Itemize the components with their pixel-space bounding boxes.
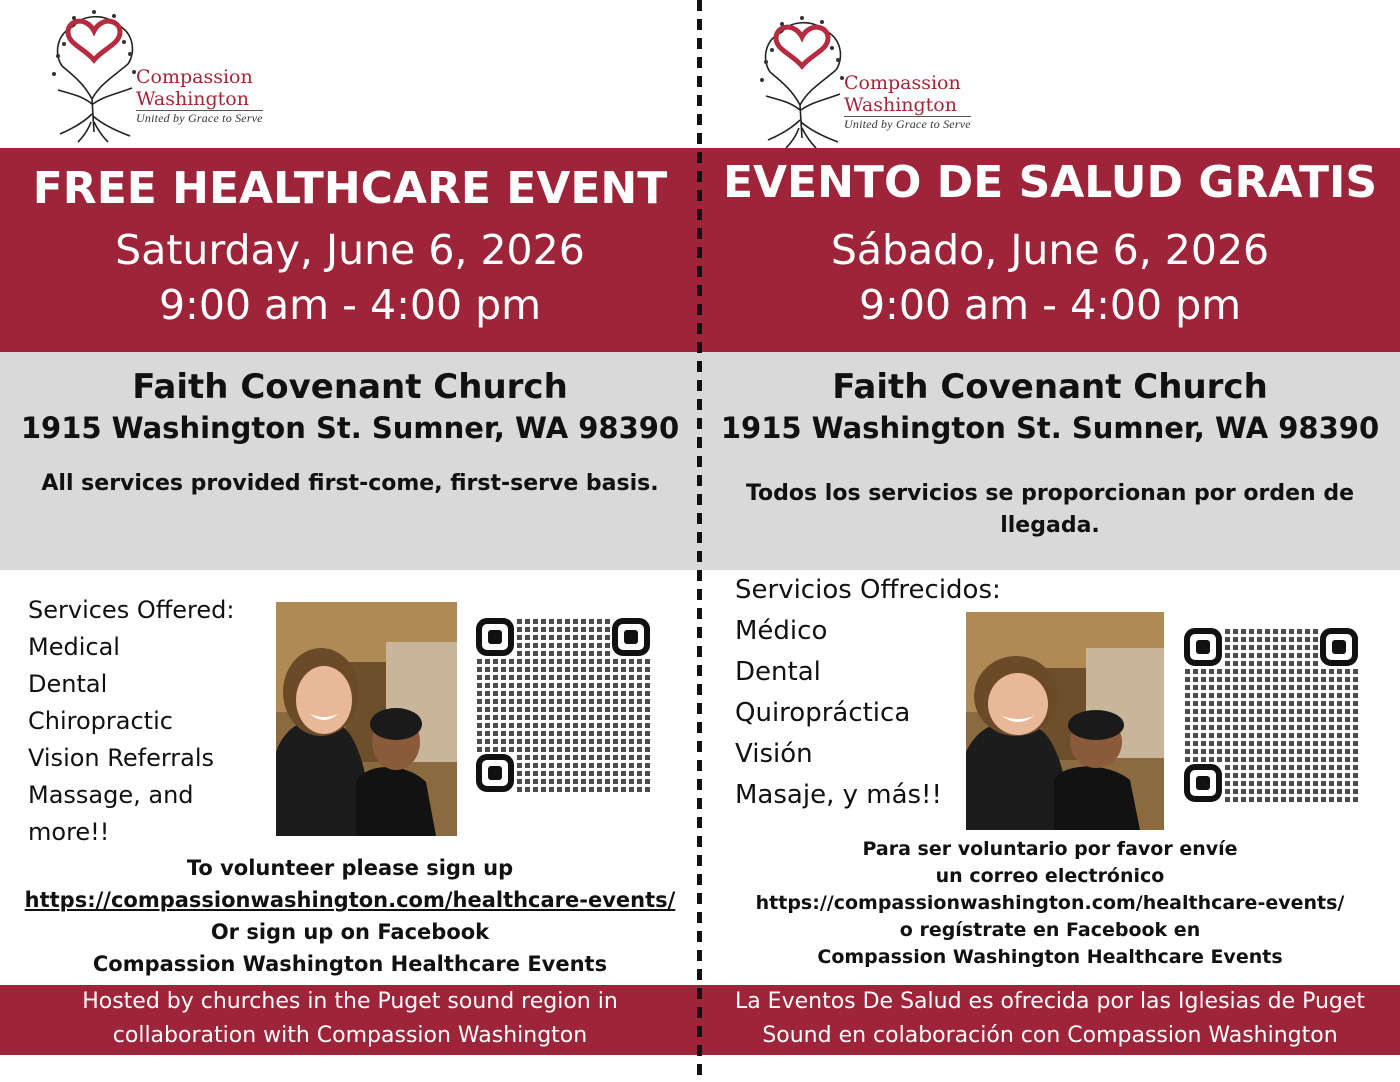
logo-name-line1: Compassion xyxy=(844,72,961,94)
volunteer-photo xyxy=(276,602,457,836)
event-time: 9:00 am - 4:00 pm xyxy=(858,281,1242,329)
services-heading: Servicios Offrecidos: xyxy=(735,575,1001,605)
footer-band xyxy=(0,985,700,1055)
service-item: Dental xyxy=(28,670,108,698)
footer-line2: Sound en colaboración con Compassion Washington xyxy=(762,1023,1338,1048)
facebook-page-name: Compassion Washington Healthcare Events xyxy=(817,946,1283,968)
volunteer-instruction: To volunteer please sign up xyxy=(186,856,514,880)
qr-code-icon xyxy=(1184,628,1358,802)
service-item: Visión xyxy=(735,739,813,769)
services-heading: Services Offered: xyxy=(28,596,235,624)
service-item: Masaje, y más!! xyxy=(735,780,942,810)
heart-tree-icon xyxy=(44,4,144,144)
logo-tagline: United by Grace to Serve xyxy=(844,117,971,131)
facebook-instruction: Or sign up on Facebook xyxy=(210,920,490,944)
qr-code[interactable] xyxy=(476,618,650,792)
spanish-flyer xyxy=(700,0,1400,1082)
service-basis-note: All services provided first-come, first-serve basis. xyxy=(41,471,659,496)
facebook-page-name: Compassion Washington Healthcare Events xyxy=(92,952,608,976)
volunteer-photo xyxy=(966,612,1164,830)
qr-code[interactable] xyxy=(1184,628,1358,802)
service-basis-note: Todos los servicios se proporcionan por orden de xyxy=(745,481,1355,506)
volunteer-info xyxy=(0,852,700,980)
compassion-washington-logo xyxy=(44,4,304,146)
logo-name-line2: Washington xyxy=(844,94,971,117)
event-time: 9:00 am - 4:00 pm xyxy=(158,281,542,329)
logo-tagline: United by Grace to Serve xyxy=(136,111,263,125)
services-list xyxy=(735,570,1001,816)
compassion-washington-logo xyxy=(752,10,1012,152)
heart-tree-icon xyxy=(752,10,852,150)
volunteer-instruction-cont: un correo electrónico xyxy=(935,865,1165,887)
service-item: Massage, and xyxy=(28,781,194,809)
service-item: Medical xyxy=(28,633,120,661)
service-item: Médico xyxy=(735,616,828,646)
facebook-instruction: o regístrate en Facebook en xyxy=(899,919,1201,941)
service-item: Quiropráctica xyxy=(735,698,911,728)
qr-code-icon xyxy=(476,618,650,792)
event-header-band xyxy=(0,148,700,352)
venue-address: 1915 Washington St. Sumner, WA 98390 xyxy=(20,411,680,445)
event-title: EVENTO DE SALUD GRATIS xyxy=(722,157,1378,208)
footer-line1: Hosted by churches in the Puget sound region in xyxy=(82,989,618,1014)
service-basis-note-cont: llegada. xyxy=(1000,513,1100,538)
dashed-divider xyxy=(697,0,702,1082)
service-item: more!! xyxy=(28,818,110,846)
venue-name: Faith Covenant Church xyxy=(832,367,1268,407)
event-header-band xyxy=(700,148,1400,352)
service-item: Vision Referrals xyxy=(28,744,215,772)
logo-name-line2: Washington xyxy=(136,88,263,111)
volunteer-instruction: Para ser voluntario por favor envíe xyxy=(862,838,1238,860)
venue-band xyxy=(700,352,1400,570)
footer-line1: La Eventos De Salud es ofrecida por las Iglesias de Puget xyxy=(734,989,1366,1014)
venue-band xyxy=(0,352,700,570)
services-list xyxy=(28,592,234,851)
event-title: FREE HEALTHCARE EVENT xyxy=(32,163,668,214)
service-item: Chiropractic xyxy=(28,707,173,735)
logo-name-line1: Compassion xyxy=(136,66,253,88)
volunteer-info xyxy=(700,836,1400,971)
service-item: Dental xyxy=(735,657,821,687)
footer-band xyxy=(700,985,1400,1055)
event-date: Sábado, June 6, 2026 xyxy=(830,226,1270,274)
event-date: Saturday, June 6, 2026 xyxy=(115,226,585,274)
venue-address: 1915 Washington St. Sumner, WA 98390 xyxy=(720,411,1380,445)
venue-name: Faith Covenant Church xyxy=(132,367,568,407)
volunteer-signup-link[interactable]: https://compassionwashington.com/healthcare-events/ xyxy=(755,892,1345,914)
volunteer-signup-link[interactable]: https://compassionwashington.com/healthcare-events/ xyxy=(24,888,676,912)
footer-line2: collaboration with Compassion Washington xyxy=(112,1023,588,1048)
